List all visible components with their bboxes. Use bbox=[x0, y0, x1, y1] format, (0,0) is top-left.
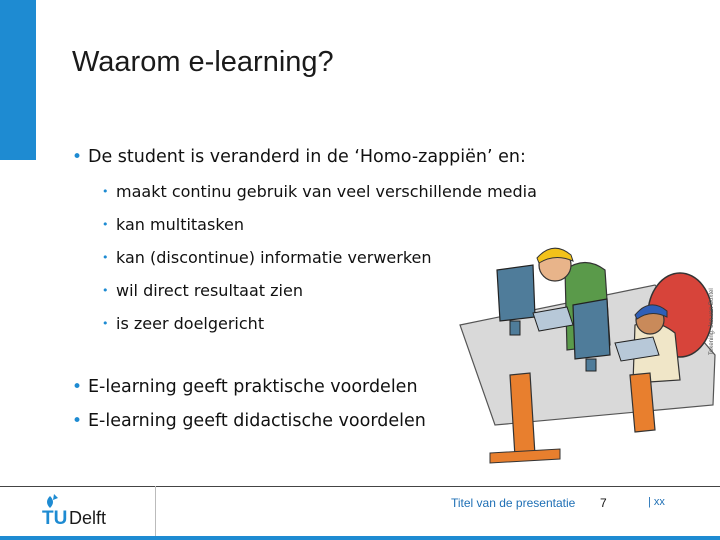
bullet-marker: • bbox=[72, 377, 83, 397]
bullet-text: kan (discontinue) informatie verwerken bbox=[116, 248, 432, 267]
desk-leg-left bbox=[510, 373, 535, 457]
monitor-left-stand bbox=[510, 321, 520, 335]
sub-bullet-item bbox=[102, 248, 432, 267]
bullet-text: wil direct resultaat zien bbox=[116, 281, 303, 300]
flame-icon bbox=[47, 494, 58, 508]
desk-leg-right bbox=[630, 373, 655, 432]
logo-suffix: Delft bbox=[69, 508, 107, 528]
footer-divider bbox=[0, 486, 720, 487]
bullet-item bbox=[72, 411, 426, 431]
desk-foot-left bbox=[490, 449, 560, 463]
sub-bullet-item bbox=[102, 281, 303, 300]
illustration-credit: Tekening: Jan van Boxtel bbox=[709, 288, 715, 355]
bullet-text: maakt continu gebruik van veel verschillende media bbox=[116, 182, 537, 201]
monitor-right-icon bbox=[573, 299, 610, 359]
bullet-text: kan multitasken bbox=[116, 215, 244, 234]
bullet-marker: • bbox=[72, 411, 83, 431]
bullet-text: De student is veranderd in de ‘Homo-zappiën’ en: bbox=[88, 147, 526, 167]
bullet-text: is zeer doelgericht bbox=[116, 314, 265, 333]
bullet-marker: • bbox=[102, 185, 109, 198]
presentation-title: Titel van de presentatie bbox=[451, 496, 576, 510]
sub-bullet-item bbox=[102, 182, 537, 201]
bullet-marker: • bbox=[102, 317, 109, 330]
bullet-marker: • bbox=[102, 251, 109, 264]
sub-bullet-item bbox=[102, 314, 264, 333]
monitor-right-stand bbox=[586, 359, 596, 371]
footer-accent-bar bbox=[0, 536, 720, 540]
bullet-marker: • bbox=[102, 218, 109, 231]
slide-title: Waarom e-learning? bbox=[72, 46, 334, 78]
students-at-computers-illustration bbox=[455, 225, 717, 480]
accent-bar bbox=[0, 0, 36, 160]
sub-bullet-item bbox=[102, 215, 244, 234]
bullet-item bbox=[72, 377, 418, 397]
logo-prefix: TU bbox=[42, 508, 68, 528]
bullet-text: E-learning geeft praktische voordelen bbox=[88, 377, 418, 397]
bullet-marker: • bbox=[72, 147, 83, 167]
bullet-text: E-learning geeft didactische voordelen bbox=[88, 411, 426, 431]
page-number: 7 bbox=[600, 496, 607, 510]
page-total: | xx bbox=[648, 496, 665, 508]
monitor-left-icon bbox=[497, 265, 535, 321]
bullet-marker: • bbox=[102, 284, 109, 297]
footer-separator bbox=[155, 486, 156, 540]
tu-delft-logo bbox=[40, 492, 120, 528]
bullet-item bbox=[72, 147, 526, 167]
